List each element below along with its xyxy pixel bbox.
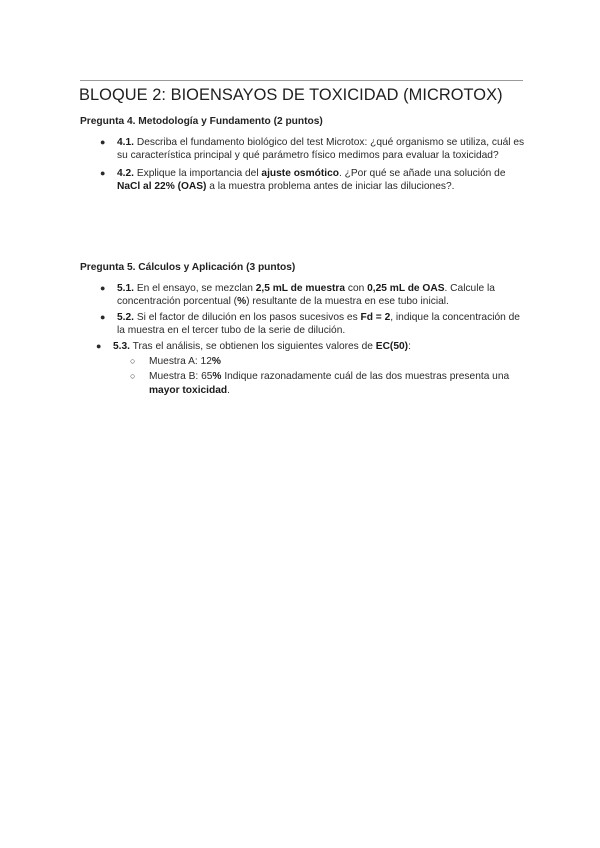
item-bold-text: 2,5 mL de muestra bbox=[255, 283, 346, 294]
item-number: 4.2. bbox=[117, 167, 134, 179]
item-bold-text: Fd = 2 bbox=[360, 311, 391, 323]
header-divider bbox=[80, 80, 523, 81]
sub-item-muestra-b bbox=[113, 370, 529, 397]
item-text: . bbox=[227, 384, 230, 396]
item-bold-text: mayor toxicidad bbox=[149, 384, 228, 396]
list-item-5-2 bbox=[100, 311, 529, 338]
list-item-4-2 bbox=[100, 167, 529, 194]
item-bold-text: % bbox=[211, 356, 221, 368]
bullet-icon: ● bbox=[100, 283, 106, 293]
item-number: 5.3. bbox=[113, 340, 130, 352]
item-text: Tras el análisis, se obtienen los siguientes valores de bbox=[130, 340, 376, 352]
bullet-icon: ● bbox=[96, 340, 102, 351]
sub-item-muestra-a bbox=[113, 355, 529, 368]
item-text: con bbox=[345, 283, 368, 294]
bullet-icon: ● bbox=[100, 137, 106, 147]
circle-bullet-icon: ○ bbox=[130, 371, 136, 382]
list-item-5-1 bbox=[100, 282, 529, 309]
item-text: . ¿Por qué se añade una solución de bbox=[338, 167, 506, 179]
item-text: Indique razonadamente cuál de las dos muestras presenta una bbox=[221, 371, 510, 383]
sub-list bbox=[113, 355, 529, 397]
circle-bullet-icon: ○ bbox=[130, 356, 136, 367]
item-bold-text: % bbox=[212, 371, 222, 383]
item-text: Muestra B: 65 bbox=[149, 371, 213, 383]
bullet-icon: ● bbox=[100, 311, 106, 322]
item-text: : bbox=[408, 340, 411, 352]
item-text: En el ensayo, se mezclan bbox=[134, 283, 256, 294]
question-5-heading: Pregunta 5. Cálculos y Aplicación (3 puntos) bbox=[80, 262, 296, 273]
list-item-4-1 bbox=[100, 136, 529, 163]
item-bold-text: NaCl al 22% (OAS) bbox=[117, 181, 207, 193]
item-text: , indique la concentración de la muestra en el tercer tubo de la serie de dilución. bbox=[117, 311, 520, 337]
item-number: 5.2. bbox=[117, 311, 134, 323]
item-text: Describa el fundamento biológico del test Microtox: ¿qué organismo se utiliza, cuál es su característica principal y qué parámetro físico medimos para evaluar la toxicidad? bbox=[117, 137, 525, 162]
item-bold-text: 0,25 mL de OAS bbox=[367, 283, 445, 294]
item-text: . Calcule la concentración porcentual ( bbox=[117, 283, 495, 308]
item-number: 4.1. bbox=[117, 137, 134, 148]
question-5-list bbox=[96, 282, 529, 399]
item-bold-text: % bbox=[237, 296, 247, 308]
bullet-icon: ● bbox=[100, 167, 106, 178]
item-text: ) resultante de la muestra en ese tubo inicial. bbox=[246, 296, 449, 308]
item-text: Muestra A: 12 bbox=[149, 356, 212, 368]
question-4-heading: Pregunta 4. Metodología y Fundamento (2 puntos) bbox=[80, 116, 323, 127]
item-text: Explique la importancia del bbox=[134, 167, 262, 179]
item-text: a la muestra problema antes de iniciar las diluciones?. bbox=[206, 181, 455, 193]
item-text: Si el factor de dilución en los pasos sucesivos es bbox=[134, 311, 361, 323]
question-4-list bbox=[100, 136, 529, 198]
list-item-5-3 bbox=[96, 340, 529, 398]
item-bold-text: ajuste osmótico bbox=[261, 167, 339, 179]
page-title: BLOQUE 2: BIOENSAYOS DE TOXICIDAD (MICROTOX) bbox=[79, 86, 503, 104]
item-bold-text: EC(50) bbox=[375, 340, 409, 352]
item-number: 5.1. bbox=[117, 283, 134, 294]
